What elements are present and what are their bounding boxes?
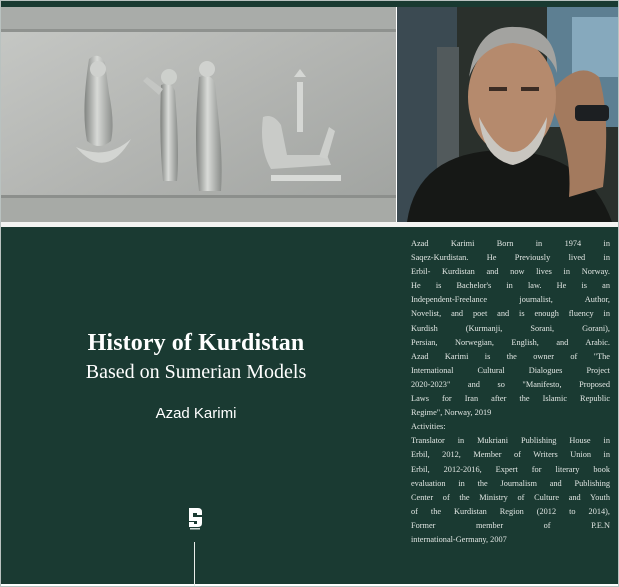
bio-line: international-Germany, 2007 [411,534,507,544]
bio-line: Azad Karimi Born in 1974 in [411,239,610,248]
bio-line: Novelist, and poet and is enough fluency in [411,309,610,319]
author-bio [411,237,610,547]
bio-line: Erbil- Kurdistan and now lives in Norway. [411,267,610,277]
publisher-logo-icon [185,504,205,532]
bio-line: Kurdish (Kurmanji, Sorani, Gorani), [411,323,610,333]
seal-relief-illustration [1,7,396,222]
bio-line: Laws for Iran after the Islamic Republic [411,394,610,404]
bio-line: of the Kurdistan Region (2012 to 2014), [411,506,610,516]
bio-line: Saqez-Kurdistan. He Previously lived in [411,253,610,263]
bio-line: Center of the Ministry of Culture and Youth [411,492,610,502]
book-subtitle: Based on Sumerian Models [85,361,307,383]
bio-line: Translator in Mukriani Publishing House in [411,436,610,446]
bio-line: Independent-Freelance journalist, Author, [411,295,610,305]
bio-line: Erbil, 2012-2016, Expert for literary book [411,464,610,474]
bio-line: Regime", Norway, 2019 [411,408,492,418]
cover-panel [1,227,618,584]
bio-line: evaluation in the Journalism and Publishing [411,478,610,488]
bio-line: International Cultural Dialogues Project [411,365,610,375]
cylinder-seal-image [1,7,396,222]
author-photo [397,7,618,222]
bio-line: Azad Karimi is the owner of "The [411,351,610,361]
bio-line: 2020-2023" and so "Manifesto, Proposed [411,379,610,389]
bio-line: He is Bachelor's in law. He is an [411,281,610,291]
author-portrait-illustration [397,7,618,222]
bio-line: Erbil, 2012, Member of Writers Union in [411,450,610,460]
bio-line: Former member of P.E.N [411,520,610,530]
bio-heading: Activities: [411,422,446,432]
bio-line: Persian, Norwegian, English, and Arabic. [411,337,610,347]
book-author: Azad Karimi [155,405,237,422]
spine-line [194,542,195,586]
book-title: History of Kurdistan [87,330,305,356]
